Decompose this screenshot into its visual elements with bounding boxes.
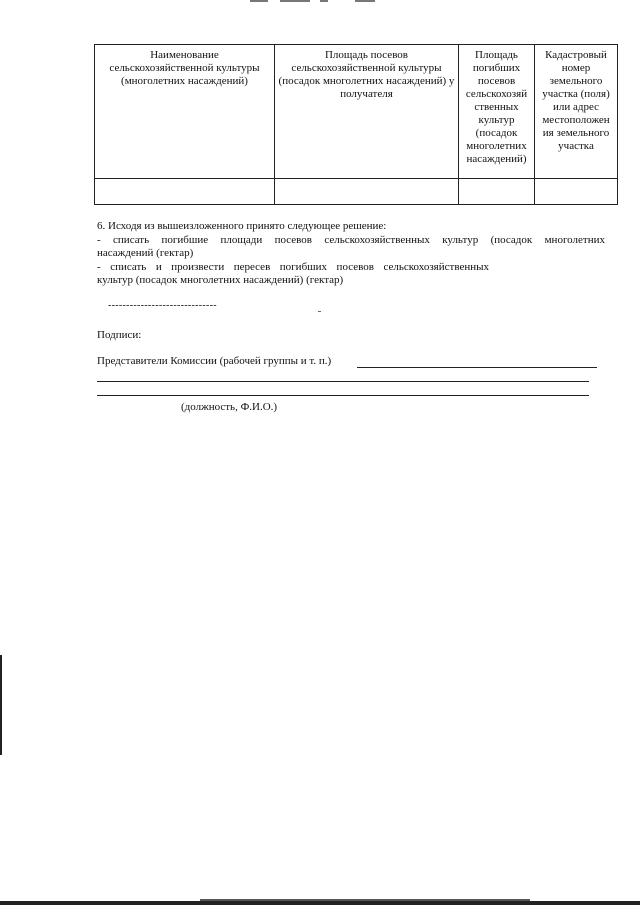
header-lost-area: Площадь погибших посевов сельскохозяй ственных культур (посадок многолетних насаждений) <box>459 45 535 179</box>
table-cell[interactable] <box>535 179 618 205</box>
scan-artifact-top <box>250 0 400 3</box>
position-name-caption: (должность, Ф.И.О.) <box>181 401 278 413</box>
scan-speck <box>318 311 321 312</box>
decision-item-2-line-1: - списать и произвести пересев погибших посевов сельскохозяйственных <box>97 261 489 273</box>
signature-line-2 <box>97 381 589 382</box>
representatives-label: Представители Комиссии (рабочей группы и т. п.) <box>97 355 332 367</box>
table-header-row <box>95 45 618 179</box>
header-cadastral-number: Кадастровый номер земельного участка (поля) или адрес местоположен ия земельного участка <box>535 45 618 179</box>
decision-item-1-line-2: насаждений (гектар) <box>97 247 194 259</box>
table-row <box>95 179 618 205</box>
header-crop-name: Наименование сельскохозяйственной культуры (многолетних насаждений) <box>95 45 275 179</box>
dash-line: ------------------------------ <box>108 300 217 311</box>
crop-loss-table <box>94 44 618 205</box>
scan-edge-bottom <box>0 901 640 905</box>
decision-item-1-line-1: - списать погибшие площади посевов сельскохозяйственных культур (посадок многолетних <box>97 234 605 246</box>
scan-edge-left <box>0 655 2 755</box>
signatures-label: Подписи: <box>97 329 142 341</box>
signature-line-3 <box>97 395 589 396</box>
table-cell[interactable] <box>275 179 459 205</box>
decision-item-2-line-2: культур (посадок многолетних насаждений) (гектар) <box>97 274 344 286</box>
header-sown-area: Площадь посевов сельскохозяйственной культуры (посадок многолетних насаждений) у получателя <box>275 45 459 179</box>
representatives-signature-line <box>357 367 597 368</box>
table-cell[interactable] <box>459 179 535 205</box>
table-cell[interactable] <box>95 179 275 205</box>
section-6-heading: 6. Исходя из вышеизложенного принято следующее решение: <box>97 220 387 232</box>
